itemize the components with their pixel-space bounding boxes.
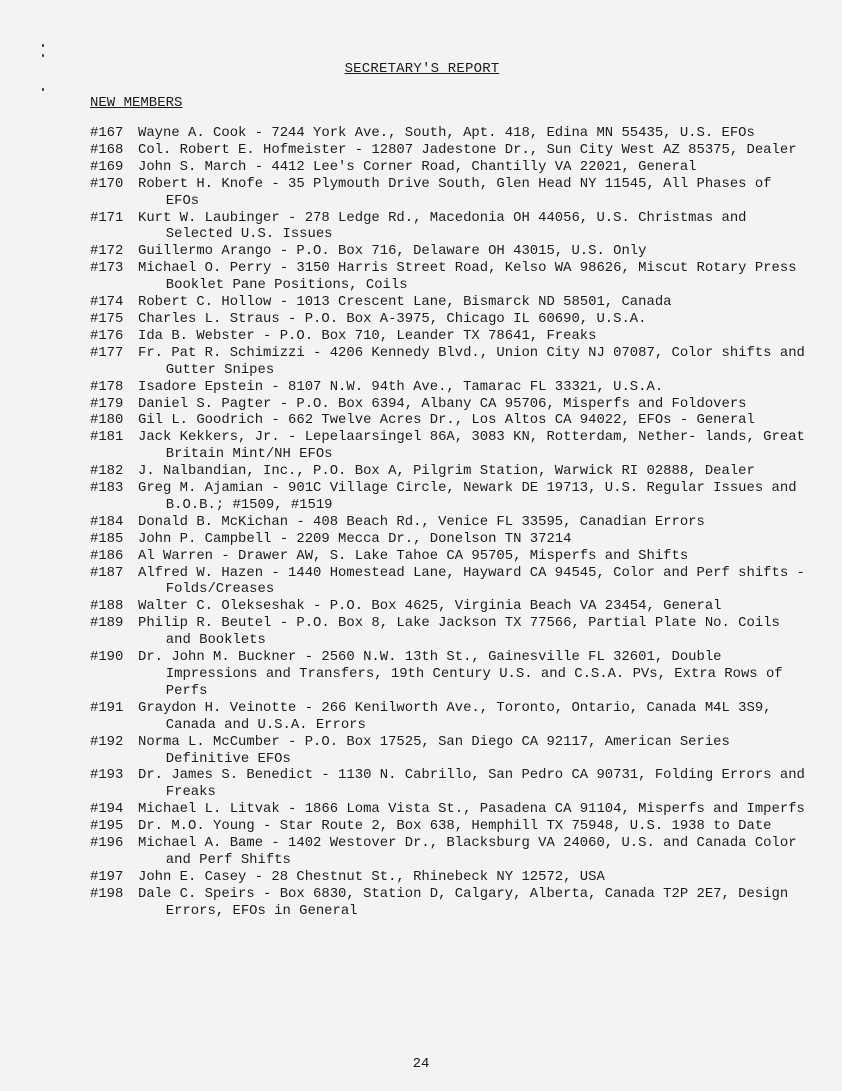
member-number: #190 xyxy=(90,649,124,666)
member-details: Guillermo Arango - P.O. Box 716, Delaware OH 43015, U.S. Only xyxy=(138,243,647,260)
member-entry xyxy=(90,480,810,514)
member-entry xyxy=(90,396,810,413)
member-number: #184 xyxy=(90,513,124,530)
member-list xyxy=(90,125,810,920)
member-number: #179 xyxy=(90,395,124,412)
member-entry xyxy=(90,869,810,886)
page-number: 24 xyxy=(412,1056,430,1072)
member-number: #167 xyxy=(90,125,124,141)
member-details: John E. Casey - 28 Chestnut St., Rhinebeck NY 12572, USA xyxy=(138,868,605,885)
member-number: #175 xyxy=(90,310,124,327)
member-details: Daniel S. Pagter - P.O. Box 6394, Albany CA 95706, Misperfs and Foldovers xyxy=(138,395,747,412)
member-entry xyxy=(90,700,810,734)
member-entry xyxy=(90,345,810,379)
member-number: #172 xyxy=(90,243,124,260)
member-entry xyxy=(90,311,810,328)
member-details: Charles L. Straus - P.O. Box A-3975, Chicago IL 60690, U.S.A. xyxy=(138,310,647,327)
member-details: Ida B. Webster - P.O. Box 710, Leander TX 78641, Freaks xyxy=(138,327,597,344)
member-entry xyxy=(90,514,810,531)
member-details: Graydon H. Veinotte - 266 Kenilworth Ave., Toronto, Ontario, Canada M4L 3S9, Canada and U.S.A. Errors xyxy=(138,699,772,733)
member-entry xyxy=(90,379,810,396)
member-details: Norma L. McCumber - P.O. Box 17525, San Diego CA 92117, American Series Definitive EFOs xyxy=(138,733,730,767)
member-entry xyxy=(90,142,810,159)
member-entry xyxy=(90,429,810,463)
member-number: #183 xyxy=(90,480,124,497)
member-details: Jack Kekkers, Jr. - Lepelaarsingel 86A, 3083 KN, Rotterdam, Nether- lands, Great Britain Mint/NH EFOs xyxy=(138,429,805,463)
member-entry xyxy=(90,294,810,311)
member-entry xyxy=(90,125,810,142)
member-entry xyxy=(90,531,810,548)
member-entry xyxy=(90,328,810,345)
member-number: #192 xyxy=(90,733,124,750)
member-number: #177 xyxy=(90,344,124,361)
member-details: Fr. Pat R. Schimizzi - 4206 Kennedy Blvd., Union City NJ 07087, Color shifts and Gutter Snipes xyxy=(138,344,805,378)
margin-mark xyxy=(42,54,44,57)
member-number: #185 xyxy=(90,530,124,547)
member-entry xyxy=(90,548,810,565)
member-number: #182 xyxy=(90,463,124,480)
member-details: Dr. John M. Buckner - 2560 N.W. 13th St., Gainesville FL 32601, Double Impressions and Transfers, 19th Century U.S. and C.S.A. PVs, Extra Rows of Perfs xyxy=(138,649,783,699)
member-number: #168 xyxy=(90,141,124,158)
member-entry xyxy=(90,243,810,260)
member-details: John P. Campbell - 2209 Mecca Dr., Donelson TN 37214 xyxy=(138,530,572,547)
report-title: SECRETARY'S REPORT xyxy=(344,61,500,77)
member-details: Robert C. Hollow - 1013 Crescent Lane, Bismarck ND 58501, Canada xyxy=(138,294,672,311)
section-heading: NEW MEMBERS xyxy=(90,95,183,111)
member-entry xyxy=(90,412,810,429)
member-details: Donald B. McKichan - 408 Beach Rd., Venice FL 33595, Canadian Errors xyxy=(138,513,705,530)
member-entry xyxy=(90,835,810,869)
member-number: #173 xyxy=(90,260,124,277)
member-number: #188 xyxy=(90,598,124,615)
member-details: Michael A. Bame - 1402 Westover Dr., Blacksburg VA 24060, U.S. and Canada Color and Perf Shifts xyxy=(138,835,797,868)
member-number: #197 xyxy=(90,868,124,885)
member-details: J. Nalbandian, Inc., P.O. Box A, Pilgrim Station, Warwick RI 02888, Dealer xyxy=(138,463,755,480)
member-details: Al Warren - Drawer AW, S. Lake Tahoe CA 95705, Misperfs and Shifts xyxy=(138,547,689,564)
member-entry xyxy=(90,818,810,835)
member-entry xyxy=(90,598,810,615)
member-number: #174 xyxy=(90,294,124,311)
member-entry xyxy=(90,734,810,768)
margin-mark xyxy=(42,44,44,47)
member-entry xyxy=(90,886,810,920)
member-number: #186 xyxy=(90,547,124,564)
member-entry xyxy=(90,767,810,801)
member-details: Isadore Epstein - 8107 N.W. 94th Ave., Tamarac FL 33321, U.S.A. xyxy=(138,378,664,395)
member-entry xyxy=(90,801,810,818)
member-details: Robert H. Knofe - 35 Plymouth Drive South, Glen Head NY 11545, All Phases of EFOs xyxy=(138,175,772,209)
member-entry xyxy=(90,260,810,294)
member-number: #176 xyxy=(90,327,124,344)
margin-mark xyxy=(42,88,44,91)
member-entry xyxy=(90,615,810,649)
member-number: #193 xyxy=(90,767,124,784)
member-entry xyxy=(90,565,810,599)
member-number: #195 xyxy=(90,818,124,835)
member-number: #178 xyxy=(90,378,124,395)
member-number: #181 xyxy=(90,429,124,446)
member-details: Kurt W. Laubinger - 278 Ledge Rd., Macedonia OH 44056, U.S. Christmas and Selected U.S. Issues xyxy=(138,209,747,243)
member-entry xyxy=(90,463,810,480)
member-number: #187 xyxy=(90,564,124,581)
member-details: Wayne A. Cook - 7244 York Ave., South, Apt. 418, Edina MN 55435, U.S. EFOs xyxy=(138,125,755,141)
member-number: #170 xyxy=(90,175,124,192)
member-number: #194 xyxy=(90,801,124,818)
member-details: Walter C. Olekseshak - P.O. Box 4625, Virginia Beach VA 23454, General xyxy=(138,598,722,615)
member-entry xyxy=(90,210,810,244)
member-entry xyxy=(90,159,810,176)
member-details: Michael O. Perry - 3150 Harris Street Road, Kelso WA 98626, Miscut Rotary Press Booklet Pane Positions, Coils xyxy=(138,260,797,294)
member-details: Dr. James S. Benedict - 1130 N. Cabrillo, San Pedro CA 90731, Folding Errors and Freaks xyxy=(138,767,805,801)
member-entry xyxy=(90,176,810,210)
member-number: #180 xyxy=(90,412,124,429)
member-number: #198 xyxy=(90,885,124,902)
member-details: Dale C. Speirs - Box 6830, Station D, Calgary, Alberta, Canada T2P 2E7, Design Errors, EFOs in General xyxy=(138,885,789,919)
member-number: #189 xyxy=(90,615,124,632)
member-details: Philip R. Beutel - P.O. Box 8, Lake Jackson TX 77566, Partial Plate No. Coils and Booklets xyxy=(138,615,780,649)
member-details: Greg M. Ajamian - 901C Village Circle, Newark DE 19713, U.S. Regular Issues and B.O.B.; #1509, #1519 xyxy=(138,480,797,513)
member-number: #169 xyxy=(90,158,124,175)
member-entry xyxy=(90,649,810,700)
member-details: Michael L. Litvak - 1866 Loma Vista St., Pasadena CA 91104, Misperfs and Imperfs xyxy=(138,801,805,818)
member-details: Col. Robert E. Hofmeister - 12807 Jadestone Dr., Sun City West AZ 85375, Dealer xyxy=(138,141,797,158)
member-number: #171 xyxy=(90,209,124,226)
member-details: Alfred W. Hazen - 1440 Homestead Lane, Hayward CA 94545, Color and Perf shifts - Folds/Creases xyxy=(138,564,805,598)
member-details: Gil L. Goodrich - 662 Twelve Acres Dr., Los Altos CA 94022, EFOs - General xyxy=(138,412,755,429)
member-details: Dr. M.O. Young - Star Route 2, Box 638, Hemphill TX 75948, U.S. 1938 to Date xyxy=(138,818,772,835)
member-number: #196 xyxy=(90,835,124,852)
member-number: #191 xyxy=(90,699,124,716)
member-details: John S. March - 4412 Lee's Corner Road, Chantilly VA 22021, General xyxy=(138,158,697,175)
